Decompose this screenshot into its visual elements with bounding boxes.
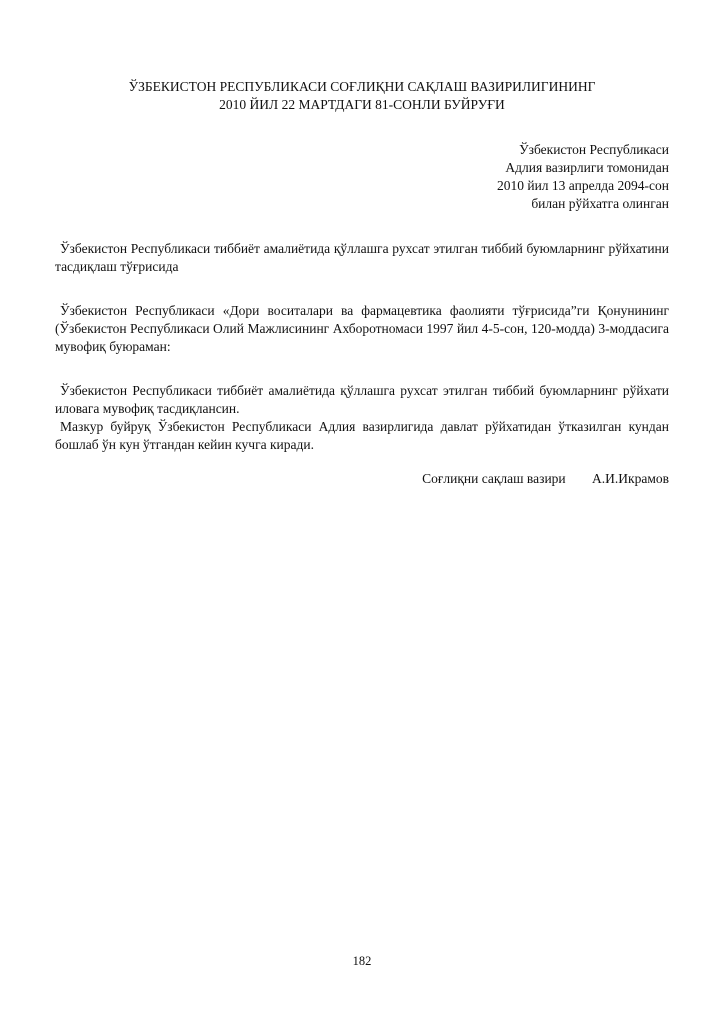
page-number: 182 — [352, 954, 372, 968]
registration-note — [55, 141, 669, 213]
order-paragraph: Ўзбекистон Республикаси тиббиёт амалиётида қўллашга рухсат этилган тиббий буюмларнинг рўйхати иловага мувофиқ тасдиқлансин. — [55, 383, 669, 416]
signature-name: А.И.Икрамов — [592, 471, 669, 486]
registration-line: 2010 йил 13 апрелда 2094-сон — [496, 178, 669, 193]
signature-block — [55, 470, 669, 488]
title-line: ЎЗБЕКИСТОН РЕСПУБЛИКАСИ СОҒЛИҚНИ САҚЛАШ ВАЗИРИЛИГИНИНГ — [128, 79, 596, 94]
title-line: 2010 ЙИЛ 22 МАРТДАГИ 81-СОНЛИ БУЙРУҒИ — [219, 97, 505, 112]
registration-line: билан рўйхатга олинган — [531, 196, 669, 211]
preamble-paragraph: Ўзбекистон Республикаси «Дори воситалари ва фармацевтика фаолияти тўғрисида”ги Қонунининг (Ўзбекистон Республикаси Олий Мажлисининг Ахборотномаси 1997 йил 4-5-сон, 120-модда) 3-моддасига мувофиқ буюраман: — [55, 303, 669, 354]
registration-line: Адлия вазирлиги томонидан — [505, 160, 669, 175]
signature-role: Соғлиқни сақлаш вазири — [422, 471, 566, 486]
document-body — [55, 78, 669, 488]
order-paragraph: Мазкур буйруқ Ўзбекистон Республикаси Адлия вазирлигида давлат рўйхатидан ўтказилган кундан бошлаб ўн кун ўтгандан кейин кучга киради. — [55, 419, 669, 452]
subject-paragraph: Ўзбекистон Республикаси тиббиёт амалиётида қўллашга рухсат этилган тиббий буюмларнинг рўйхатини тасдиқлаш тўғрисида — [55, 241, 669, 274]
document-title — [55, 78, 669, 114]
registration-line: Ўзбекистон Республикаси — [519, 142, 669, 157]
